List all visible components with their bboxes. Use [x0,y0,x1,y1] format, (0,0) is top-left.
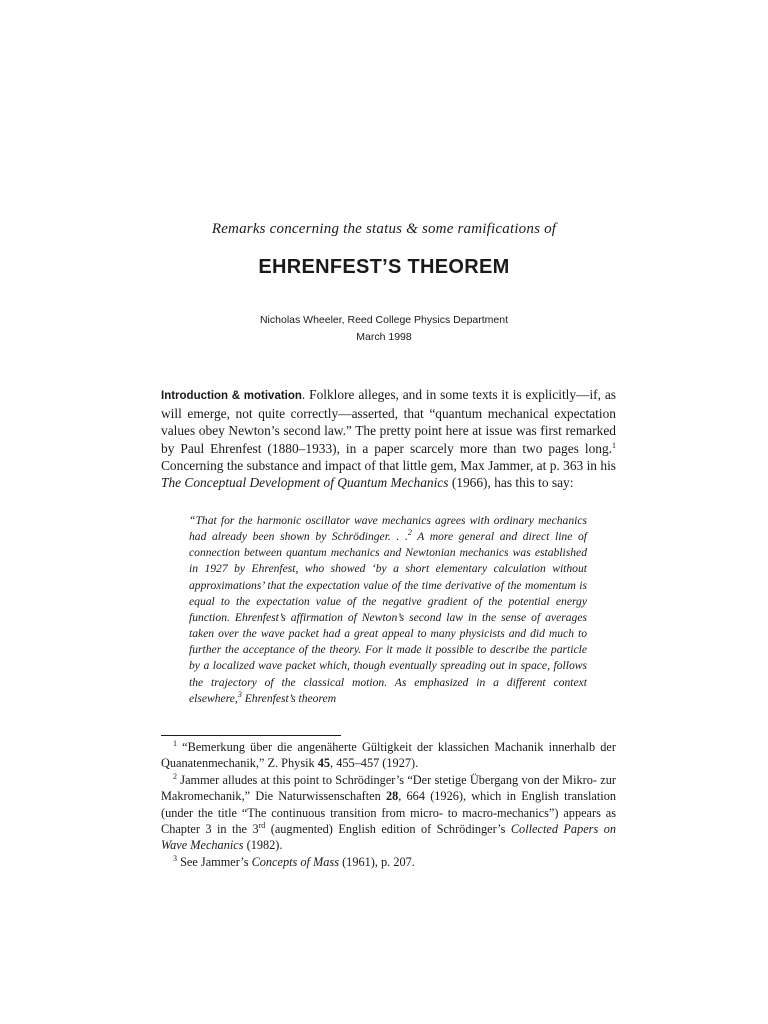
footnote-ref-3: 3 [237,689,242,699]
footnote-2-ordinal: rd [258,821,266,831]
footnote-mark-3: 3 [173,853,177,863]
footnote-2-rest-3: (1982). [243,838,283,853]
book-title: The Conceptual Development of Quantum Mechanics [161,475,449,491]
intro-text-1: . Folklore alleges, and in some texts it is explicitly—if, as will emerge, not quite correctly—asserted, that “quantum mechanical expectation values obey Newton’s second law.” The pretty point here at issue was first remarked by Paul Ehrenfest (1880–1933), in a paper scarcely more than two pages long. [161,387,616,456]
footnote-divider [161,735,341,736]
footnote-1 [161,739,616,772]
footnote-2 [161,772,616,854]
intro-text-2: Concerning the substance and impact of that little gem, Max Jammer, at p. 363 in his [161,457,616,473]
quote-text-1: “That for the harmonic oscillator wave mechanics agrees with ordinary mechanics had already been shown by Schrödinger. . . [189,514,587,544]
footnote-ref-1: 1 [612,440,616,450]
footnote-ref-2: 2 [407,528,412,538]
footnote-3 [161,854,616,870]
footnote-1-rest: , 455–457 (1927). [330,756,419,771]
author-line: Nicholas Wheeler, Reed College Physics Department [259,314,509,326]
author-block [0,312,768,346]
intro-paragraph [161,386,616,491]
footnote-mark-1: 1 [173,739,177,748]
footnote-2-rest-2: (augmented) English edition of Schrödinger’s [265,822,511,837]
footnote-2-rest-1: , 664 (1926), which in English translation (under the title “The continuous transition from micro- to macro-mechanics”) appears as Chapter 3 in the 3 [161,789,616,837]
footnotes [161,739,616,870]
footnote-3-book: Concepts of Mass [251,854,340,869]
footnote-1-volume: 45 [317,756,331,771]
paper-subtitle: Remarks concerning the status & some ramifications of [211,221,557,237]
footnote-2-volume: 28 [385,789,399,804]
paper-title: EHRENFEST’S THEOREM [258,256,510,278]
quote-text-2: A more general and direct line of connection between quantum mechanics and Newtonian mechanics was established in 1927 by Ehrenfest, who showed ‘by a short elementary calculation without approximations’ that the expectation value of the time derivative of the momentum is equal to the expectation value of the negative gradient of the potential energy function. Ehrenfest’s affirmation of Newton’s second law in the sense of averages taken over the wave packet had a great appeal to many physicists and did much to further the acceptance of the theory. For it made it possible to describe the particle by a localized wave packet which, though eventually spreading out in space, follows the trajectory of the classical motion. As emphasized in a different context elsewhere, [189,530,587,705]
date-line: March 1998 [356,331,412,343]
section-heading: Introduction & motivation [161,390,302,402]
footnote-mark-2: 2 [173,771,177,781]
footnote-3-text: See Jammer’s [177,854,252,869]
intro-text-3: (1966), has this to say: [448,475,574,491]
block-quote [189,513,587,707]
footnote-1-text: “Bemerkung über die angenäherte Gültigkeit der klassichen Machanik innerhalb der Quanatenmechanik,” Z. Physik [161,740,616,771]
footnote-2-text: Jammer alludes at this point to Schrödinger’s “Der stetige Übergang von der Mikro- zur Makromechanik,” Die Naturwissenschaften [161,772,616,804]
quote-text-3: Ehrenfest’s theorem [241,691,337,705]
footnote-3-rest: (1961), p. 207. [339,854,415,869]
footnote-2-book: Collected Papers on Wave Mechanics [161,822,616,853]
